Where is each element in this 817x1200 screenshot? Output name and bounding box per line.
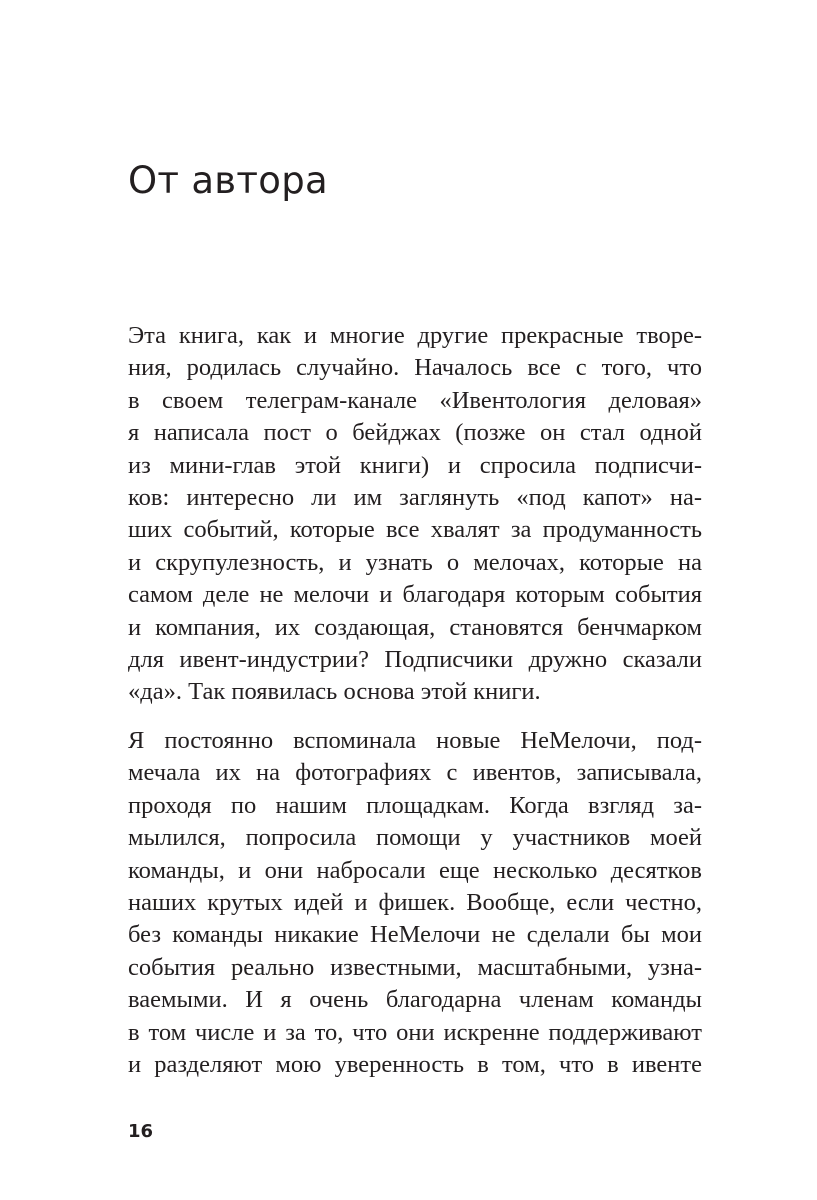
text-line: Я постоянно вспоминала новые НеМелочи, под- xyxy=(128,727,702,754)
text-line: в своем телеграм-канале «Ивентология деловая» xyxy=(128,386,702,414)
text-line: самом деле не мелочи и благодаря которым события xyxy=(128,581,702,609)
page-number: 16 xyxy=(128,1121,154,1142)
text-line: команды, и они набросали еще несколько десятков xyxy=(128,856,702,884)
chapter-title: От автора xyxy=(128,159,328,202)
text-line: ваемыми. И я очень благодарна членам команды xyxy=(128,986,702,1014)
paragraph-2 xyxy=(128,725,702,1081)
text-line: ших событий, которые все хвалят за продуманность xyxy=(128,516,702,544)
text-line: для ивент-индустрии? Подписчики дружно сказали xyxy=(128,645,702,673)
text-line: и скрупулезность, и узнать о мелочах, которые на xyxy=(128,548,702,576)
text-line: и компания, их создающая, становятся бенчмарком xyxy=(128,613,702,641)
text-line: из мини-глав этой книги) и спросила подписчи- xyxy=(128,451,702,479)
text-line: «да». Так появилась основа этой книги. xyxy=(128,678,541,706)
text-line: в том числе и за то, что они искренне поддерживают xyxy=(128,1018,702,1046)
text-line: мылился, попросила помощи у участников моей xyxy=(128,824,702,852)
paragraph-1 xyxy=(128,320,702,709)
text-line: ков: интересно ли им заглянуть «под капот» на- xyxy=(128,483,702,511)
text-line: наших крутых идей и фишек. Вообще, если честно, xyxy=(128,888,702,916)
text-line: проходя по нашим площадкам. Когда взгляд за- xyxy=(128,791,702,819)
text-line: Эта книга, как и многие другие прекрасные творе- xyxy=(128,322,702,349)
text-line: ния, родилась случайно. Началось все с того, что xyxy=(128,354,702,382)
text-line: и разделяют мою уверенность в том, что в ивенте xyxy=(128,1050,702,1078)
text-line: события реально известными, масштабными, узна- xyxy=(128,953,702,981)
text-line: я написала пост о бейджах (позже он стал одной xyxy=(128,419,702,447)
text-line: мечала их на фотографиях с ивентов, записывала, xyxy=(128,759,702,787)
text-line: без команды никакие НеМелочи не сделали бы мои xyxy=(128,921,702,949)
